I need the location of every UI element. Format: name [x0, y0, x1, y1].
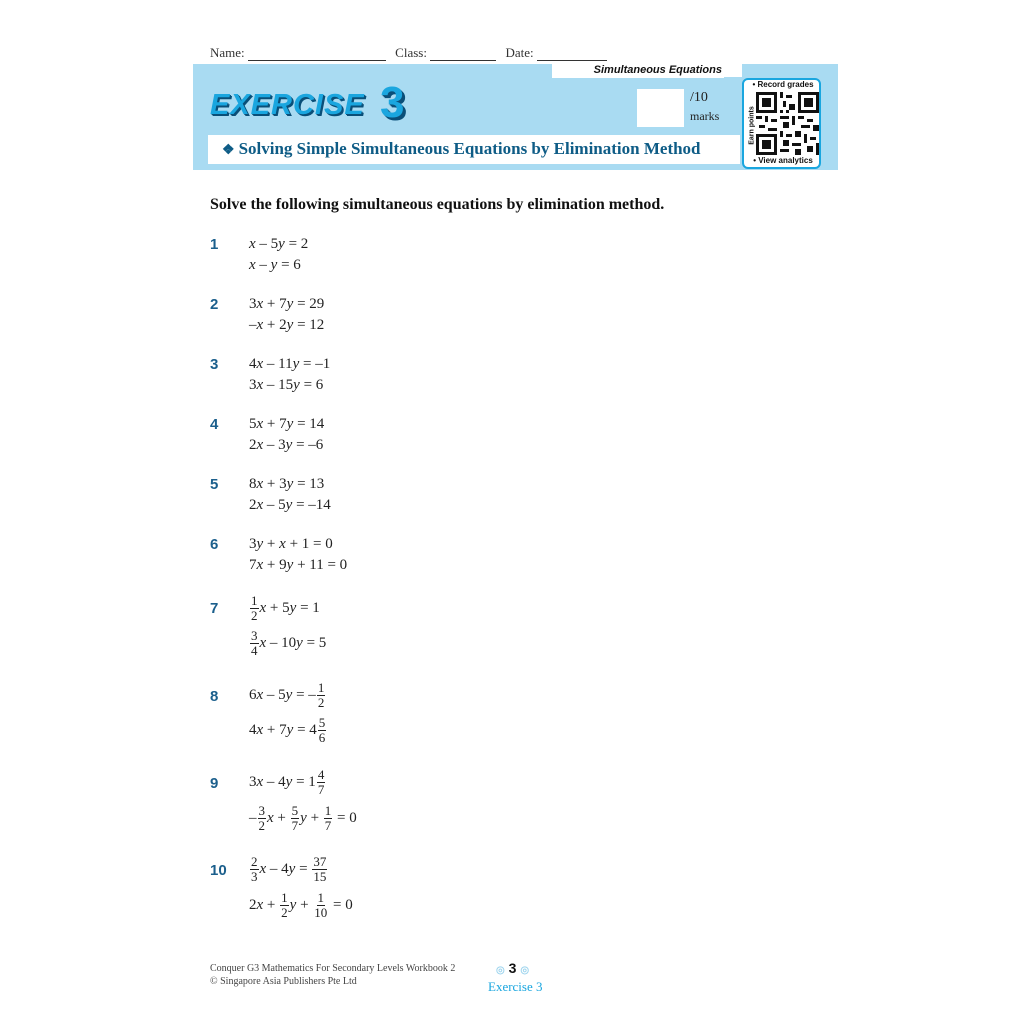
name-label: Name: [210, 45, 245, 60]
footer-publisher: © Singapore Asia Publishers Pte Ltd [210, 976, 357, 987]
question-number-10: 10 [210, 862, 227, 879]
question-number-4: 4 [210, 416, 219, 433]
question-number-5: 5 [210, 476, 219, 493]
question-number-9: 9 [210, 775, 219, 792]
marks-label: marks [690, 109, 720, 123]
footer-book-title: Conquer G3 Mathematics For Secondary Levels Workbook 2 [210, 963, 456, 974]
qr-view-analytics: • View analytics [753, 156, 813, 165]
page-dot-right-icon: ◎ [520, 965, 530, 976]
q1-equation-2: x – y = 6 [249, 257, 301, 273]
q9-equation-1: 3x – 4y = 1 $\frac{4}{7}$ [249, 767, 325, 797]
q5-equation-2: 2x – 5y = –14 [249, 497, 331, 513]
qr-code-icon[interactable] [756, 92, 819, 155]
footer-page-number [496, 960, 529, 976]
marks-score-box[interactable] [637, 89, 684, 127]
question-number-1: 1 [210, 236, 219, 253]
q6-equation-1: 3y + x + 1 = 0 [249, 536, 333, 552]
date-field[interactable] [537, 48, 607, 61]
q4-equation-2: 2x – 3y = –6 [249, 437, 324, 453]
q6-equation-2: 7x + 9y + 11 = 0 [249, 557, 348, 573]
q4-equation-1: 5x + 7y = 14 [249, 416, 325, 432]
name-field[interactable] [248, 48, 386, 61]
date-label: Date: [505, 45, 534, 60]
class-field[interactable] [430, 48, 496, 61]
q10-equation-2: 2x + $\frac{1}{2}$ y + $\frac{1}{10}$ = 0 [249, 890, 353, 920]
topic-tab: Simultaneous Equations [552, 62, 724, 78]
subtitle-text: Solving Simple Simultaneous Equations by Elimination Method [238, 139, 701, 158]
page-dot-left-icon: ◎ [496, 965, 505, 976]
student-info-row [210, 45, 607, 61]
qr-earn-points: Earn points [748, 106, 756, 145]
q7-equation-2: $\frac{3}{4}$ x – 10y = 5 [251, 628, 327, 658]
marks-total: /10 [690, 90, 708, 105]
q5-equation-1: 8x + 3y = 13 [249, 476, 325, 492]
class-label: Class: [395, 45, 427, 60]
question-number-6: 6 [210, 536, 219, 553]
q3-equation-2: 3x – 15y = 6 [249, 377, 324, 393]
q10-equation-1: $\frac{2}{3}$ x – 4y = $\frac{37}{15}$ [251, 854, 327, 884]
q2-equation-1: 3x + 7y = 29 [249, 296, 325, 312]
question-number-8: 8 [210, 688, 219, 705]
qr-record-grades: • Record grades [752, 80, 814, 89]
instruction-text: Solve the following simultaneous equations by elimination method. [210, 196, 665, 213]
exercise-number: 3 [380, 78, 405, 127]
exercise-title: EXERCISE [210, 89, 365, 121]
q3-equation-1: 4x – 11y = –1 [249, 356, 331, 372]
question-number-7: 7 [210, 600, 219, 617]
q2-equation-2: –x + 2y = 12 [249, 317, 325, 333]
question-number-3: 3 [210, 356, 219, 373]
diamond-bullet-icon: ❖ [222, 143, 235, 158]
q7-equation-1: $\frac{1}{2}$ x + 5y = 1 [251, 593, 320, 623]
footer-exercise-label: Exercise 3 [488, 979, 543, 994]
exercise-subtitle [222, 139, 701, 159]
q8-equation-1: 6x – 5y = – $\frac{1}{2}$ [249, 680, 325, 710]
q1-equation-1: x – 5y = 2 [249, 236, 309, 252]
question-number-2: 2 [210, 296, 219, 313]
page-number: 3 [508, 960, 517, 976]
q9-equation-2: – $\frac{3}{2}$ x + $\frac{5}{7}$ y + $\frac{1}{7}$ = 0 [249, 803, 357, 833]
footer-credits [210, 962, 455, 988]
q8-equation-2: 4x + 7y = 4 $\frac{5}{6}$ [249, 715, 326, 745]
